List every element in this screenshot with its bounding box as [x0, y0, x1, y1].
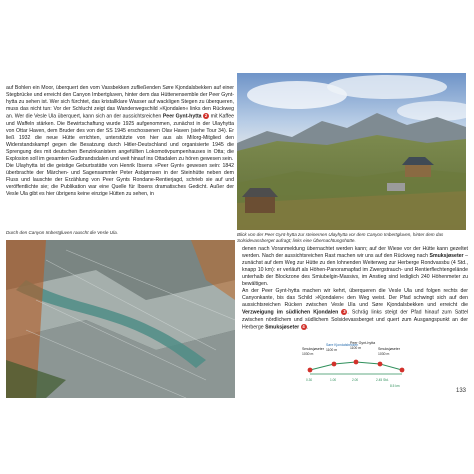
profile-label-1: Smuksjøseter — [302, 347, 324, 351]
left-paragraph-1 — [6, 85, 234, 163]
text-span: – zunächst auf dem Weg zur Hütte zu den lohnenden Weiterweg zur Herberge Rondvassbu (4 Std., knapp 10 km): er verläuft als Höhen-Panoramapfad im Zwergstrauch- und Rentierflechtengelände unterhalb der Blockzone des Smiubelgin-Massivs, im Anstieg sind lediglich 240 Höhenmeter zu bewältigen. — [242, 253, 468, 288]
text-span: auf Bohlen ein Moor, überquert den vom Vassbekken zufließenden Søre Kjondalsbekken auf einer Stegbrücke und erreicht den Canyon Imbertgluven, hinter dem das Hüttenensemble der Peer Gynt-hytta zu sehen ist. Wer sich fürchtet, das kristallklare Wasser auf wackligen Stegen zu überqueren, muss das nicht tun: Vor der Schlucht zeigt das Wanderwegschild »Kjondalen« links den Rückweg an. Wer die Vesle Ula überquert, kann sich an der aussichtsreichen — [6, 85, 234, 120]
profile-elev-2: 1100 m — [326, 348, 338, 352]
profile-time-4: 2.45 Std. — [376, 378, 389, 382]
text-span: denen nach Voranmeldung übernachtet werden kann; auf der Wiese vor der Hütte kann gezeltet werden. Nach der aussichtsreichen Rast machen wir uns auf den Rückweg nach — [242, 246, 468, 260]
profile-label-2: Søre Kjondalsbekken — [326, 343, 359, 347]
place-peer-gynt-hytta: Peer Gynt-hytta — [162, 113, 202, 120]
caption-left-photo: Durch den Canyon Imbertgluven rauscht die Vesle Ula. — [6, 230, 118, 235]
photo-canyon-imbertgluven — [6, 240, 235, 398]
text-span: An der Peer Gynt-hytta machen wir kehrt, überqueren die Vesle Ula und folgen rechts der Canyonkante, bis das Schild »Kjondalen« den Weg weist. Der Pfad schwingt sich auf den aussichtsreichen Rücken zwischen Vesle Ula und Søre Kjondalsbekken und erreicht die — [242, 288, 468, 309]
right-paragraph-2 — [242, 288, 468, 331]
profile-time-1: 0.30 — [306, 378, 313, 382]
profile-elev-1: 1030 m — [302, 352, 314, 356]
text-span: Die Ulayhytta ist die geistige Geburtsstätte von Henrik Ibsens »Peer Gynt« gewesen sein: 1842 überbrachte der Märchen- und Sagensammler Peter Asbjørnsen in der Steinhütte neben dem Fluss und lauschte der Erzählung von Peer Gynts Rondane-Rentierjagd, schrieb sie auf und veröffentlichte sie; die Publikation war eine Quelle für Ibsens dramatisches Gedicht. Außer der Vesle Ula gibt es hier übrigens keine einzige Hütten zu sehen, in — [6, 162, 234, 198]
place-smuksjoseter: Smuksjøseter — [429, 253, 464, 260]
right-paragraph-1 — [242, 246, 468, 288]
text-span: . Schräg links steigt der Pfad hinauf zum Sattel zwischen nördlichem und südlichem Solsidevassberget und quert zum Ausgangspunkt an der Herberge — [242, 309, 468, 331]
profile-distance: 8.5 km — [390, 384, 400, 388]
place-smuksjoseter-end: Smuksjøseter — [265, 324, 300, 331]
profile-label-4: Smuksjøseter — [378, 347, 400, 351]
profile-point — [400, 368, 405, 373]
profile-elev-3: 1100 m — [350, 346, 362, 350]
elevation-profile — [300, 340, 412, 388]
profile-elev-4: 1030 m — [378, 352, 390, 356]
profile-point — [332, 362, 337, 367]
profile-time-3: 2.00 — [352, 378, 359, 382]
place-verzweigung: Verzweigung im südlichen Kjondalen — [242, 309, 339, 316]
photo-peer-gynt-hytta — [237, 73, 466, 230]
left-paragraph-2 — [6, 163, 234, 198]
left-text-column — [6, 85, 234, 198]
profile-time-2: 1.00 — [330, 378, 337, 382]
waypoint-marker: 4 — [302, 323, 305, 329]
profile-point — [308, 368, 313, 373]
profile-label-3: Peer Gynt-hytta — [350, 341, 376, 345]
text-span: mit Kaffee und Waffeln stärken. Die Bewirtschaftung wurde 1925 aufgenommen, zunächst in der Ulayhytta von Ottar Haven, dem Bruder des von der SS 1945 erschossenen Olav Haven (siehe Tour 34). Er ließ 1932 die neue Hütte errichten, unterstützte von hier aus als Milorg-Mitglied den Widerstandskampf gegen die Besatzung durch Hitler-Deutschland und organisierte 1945 die Sprengung des mit deutschen Benzinkanistern angefüllten Lokomotivpumpenhauses in Otta; die Explosion soll im gesamten Gudbrandsdalen und weit hinauf ins Ottadalen zu hören gewesen sein. — [6, 113, 234, 162]
text-span: . — [306, 324, 309, 331]
profile-point — [354, 360, 359, 365]
profile-point — [378, 362, 383, 367]
caption-top-right: Blick von der Peer Gynt-hytta zur steinernen Ulayhytta vor dem Canyon Imbertgluven, hinter dem das Solsidevassberget aufragt; links eine Übernachtungshütte. — [237, 232, 444, 243]
waypoint-marker: 2 — [204, 113, 208, 119]
right-text-column — [242, 246, 468, 331]
waypoint-marker: 3 — [343, 309, 346, 315]
page-number: 133 — [455, 388, 466, 394]
